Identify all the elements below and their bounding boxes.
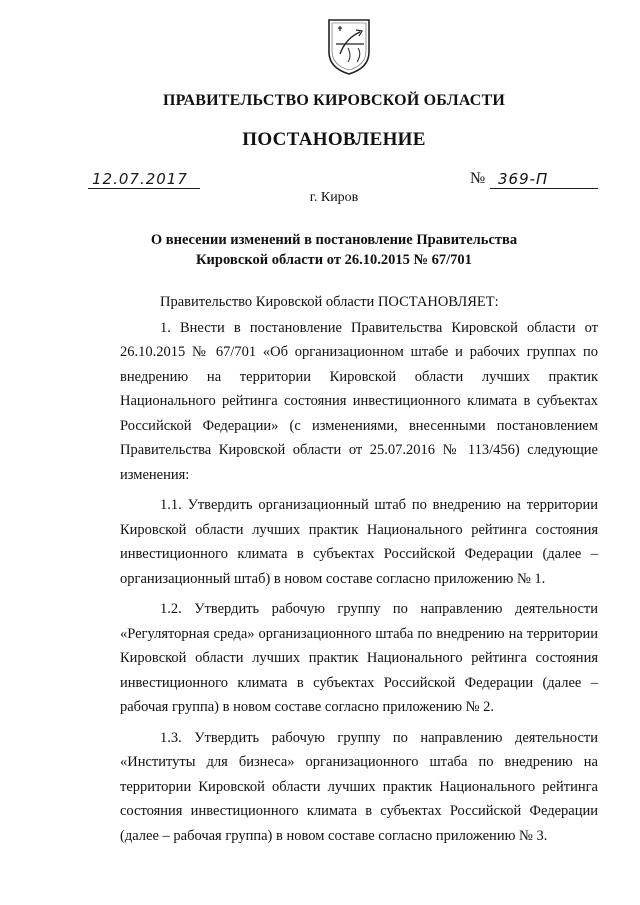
subject-line-2: Кировской области от 26.10.2015 № 67/701 — [196, 252, 472, 268]
paragraph-1-2: 1.2. Утвердить рабочую группу по направлению деятельности «Регуляторная среда» организационного штаба по внедрению на территории Кировской области лучших практик Национального рейтинга состояния инвестиционного климата в субъектах Российской Федерации (далее – рабочая группа) в новом составе согласно приложению № 2. — [120, 601, 598, 715]
paragraph-1-3: 1.3. Утвердить рабочую группу по направлению деятельности «Институты для бизнеса» организационного штаба по внедрению на территории Кировской области лучших практик Национального рейтинга состояния инвестиционного климата в субъектах Российской Федерации (далее – рабочая группа) в новом составе согласно приложению № 3. — [120, 729, 598, 844]
document-type-title: ПОСТАНОВЛЕНИЕ — [242, 129, 426, 150]
document-date: 12.07.2017 — [88, 170, 200, 189]
document-number: 369-П — [490, 170, 598, 189]
subject-line-1: О внесении изменений в постановление Правительства — [150, 232, 518, 248]
document-body — [120, 290, 598, 848]
paragraph-1: 1. Внести в постановление Правительства Кировской области от 26.10.2015 № 67/701 «Об организационном штабе и рабочих группах по внедрению на территории Кировской области лучших практик Национального рейтинга состояния инвестиционного климата в субъектах Российской Федерации» (с изменениями, внесенными постановлением Правительства Кировской области от 25.07.2016 № 113/456) следующие изменения: — [120, 319, 598, 483]
resolution-intro: Правительство Кировской области ПОСТАНОВЛЯЕТ: — [160, 294, 499, 310]
number-label: № — [470, 170, 486, 187]
city: г. Киров — [309, 190, 359, 205]
paragraph-1-1: 1.1. Утвердить организационный штаб по внедрению на территории Кировской области лучших практик Национального рейтинга состояния инвестиционного климата в субъектах Российской Федерации (далее – организационный штаб) в новом составе согласно приложению № 1. — [120, 497, 598, 587]
document-subject — [0, 230, 640, 270]
government-title: ПРАВИТЕЛЬСТВО КИРОВСКОЙ ОБЛАСТИ — [162, 92, 506, 109]
coat-of-arms-icon — [326, 18, 372, 76]
